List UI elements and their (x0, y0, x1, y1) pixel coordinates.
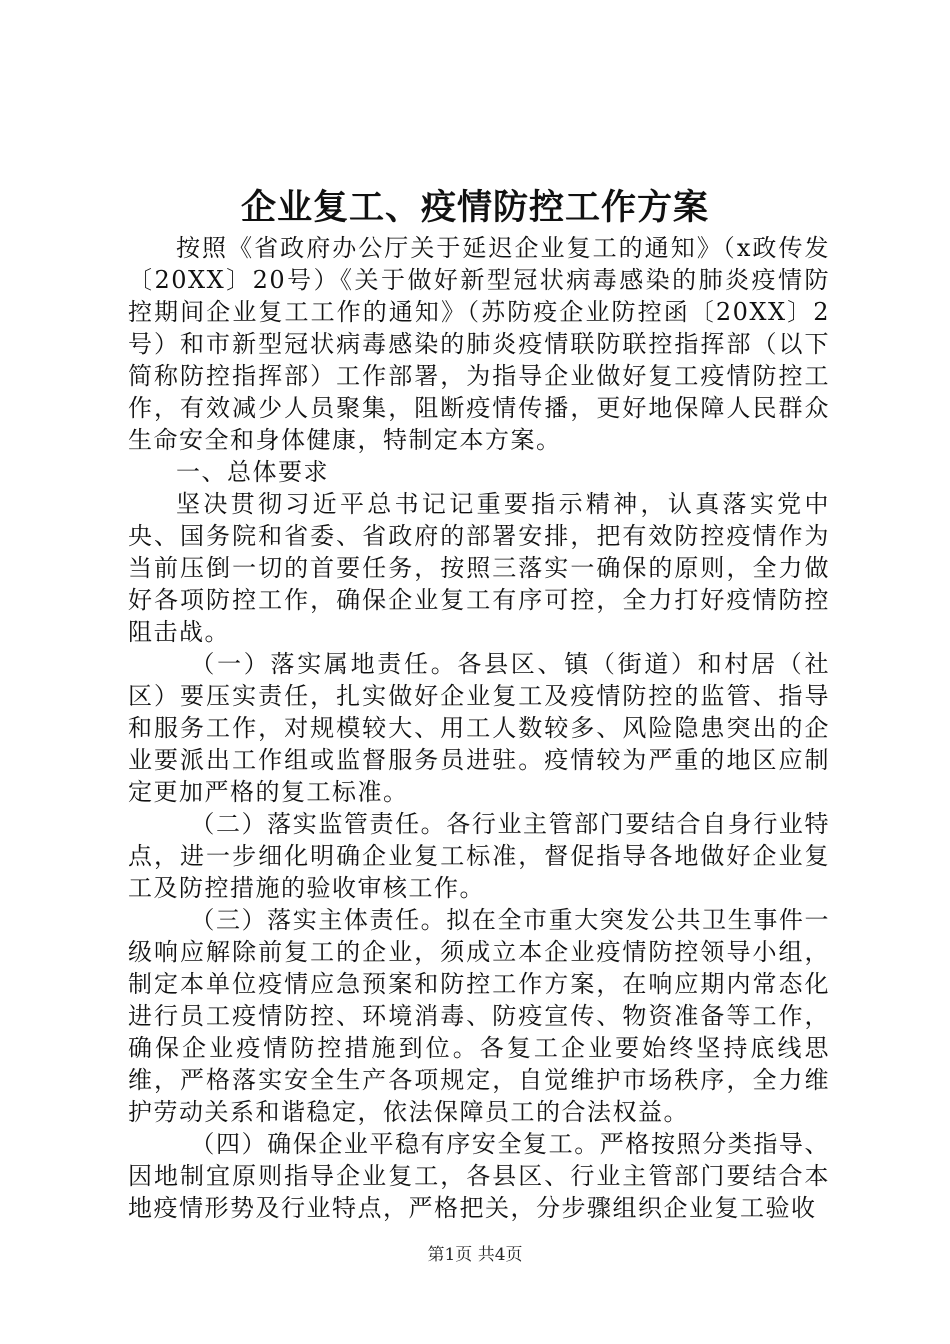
main-responsibility-paragraph: （三）落实主体责任。拟在全市重大突发公共卫生事件一级响应解除前复工的企业，须成立本企业疫情防控领导小组，制定本单位疫情应急预案和防控工作方案，在响应期内常态化进行员工疫情防控、环境消毒、防疫宣传、物资准备等工作，确保企业疫情防控措施到位。各复工企业要始终坚持底线思维，严格落实安全生产各项规定，自觉维护市场秩序，全力维护劳动关系和谐稳定，依法保障员工的合法权益。 (128, 906, 830, 1126)
section-heading-general-requirements: 一、总体要求 (176, 458, 329, 486)
supervision-responsibility-paragraph: （二）落实监管责任。各行业主管部门要结合自身行业特点，进一步细化明确企业复工标准，督促指导各地做好企业复工及防控措施的验收审核工作。 (128, 810, 830, 902)
territorial-responsibility-paragraph: （一）落实属地责任。各县区、镇（街道）和村居（社区）要压实责任，扎实做好企业复工及疫情防控的监管、指导和服务工作，对规模较大、用工人数较多、风险隐患突出的企业要派出工作组或监督服务员进驻。疫情较为严重的地区应制定更加严格的复工标准。 (128, 650, 830, 806)
safe-resumption-paragraph: （四）确保企业平稳有序安全复工。严格按照分类指导、因地制宜原则指导企业复工，各县区、行业主管部门要结合本地疫情形势及行业特点，严格把关，分步骤组织企业复工验收 (128, 1130, 830, 1222)
page-number-footer: 第1页 共4页 (427, 1245, 523, 1265)
document-title: 企业复工、疫情防控工作方案 (240, 187, 709, 228)
document-body (128, 232, 830, 1224)
intro-paragraph: 按照《省政府办公厅关于延迟企业复工的通知》（x政传发〔20XX〕20号）《关于做好新型冠状病毒感染的肺炎疫情防控期间企业复工工作的通知》（苏防疫企业防控函〔20XX〕2号）和市新型冠状病毒感染的肺炎疫情联防联控指挥部（以下简称防控指挥部）工作部署，为指导企业做好复工疫情防控工作，有效减少人员聚集，阻断疫情传播，更好地保障人民群众生命安全和身体健康，特制定本方案。 (128, 234, 830, 454)
general-requirements-paragraph: 坚决贯彻习近平总书记记重要指示精神，认真落实党中央、国务院和省委、省政府的部署安排，把有效防控疫情作为当前压倒一切的首要任务，按照三落实一确保的原则，全力做好各项防控工作，确保企业复工有序可控，全力打好疫情防控阻击战。 (128, 490, 830, 646)
